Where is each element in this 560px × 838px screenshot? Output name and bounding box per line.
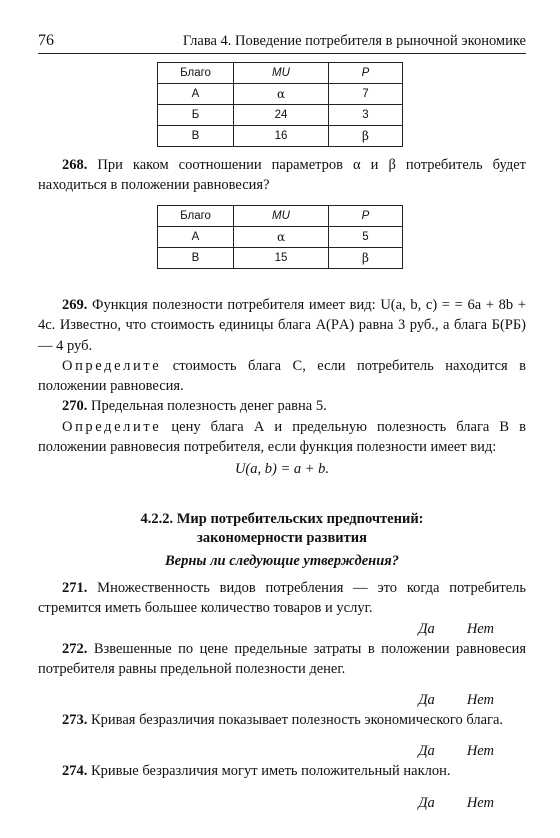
section-title-line: закономерности развития [197,530,367,546]
problems-269-270 [38,295,526,480]
chapter-title: Глава 4. Поведение потребителя в рыночной экономике [182,33,526,49]
section-title [38,510,526,548]
table-cell: 16 [234,126,329,147]
page-number: 76 [38,32,54,49]
problem-text: стоимость блага С, если потребитель находится в положении равновесия. [38,357,527,395]
col-header-mu: MU [234,206,329,227]
answer-no: Нет [466,743,494,760]
section-subheading: Верны ли следующие утверждения? [164,553,399,569]
table-cell: Б [158,105,234,126]
table-cell: 7 [329,84,403,105]
table-cell: В [158,248,234,269]
problem-text: цену блага А и предельную полезность блага В в положении равновесия потребителя, если функция полезности имеет вид: [38,418,526,456]
answer-yes: Да [418,692,435,709]
table-row [158,105,403,126]
spaced-word: Определите [62,357,162,374]
table-cell: 3 [329,105,403,126]
table-row [158,84,403,105]
table-cell: В [158,126,234,147]
problem-text: Функция полезности потребителя имеет вид: U(a, b, c) = = 6a + 8b + 4c. Известно, что стоимость единицы блага А(PА) равна 3 руб., а блага Б(PБ) — 4 руб. [38,297,527,354]
answer-yes: Да [418,743,435,760]
answer-no: Нет [466,620,494,637]
statement-number: 274. [62,763,88,780]
problem-number: 268. [62,157,88,173]
statement-text: Кривая безразличия показывает полезность экономического блага. [91,712,504,729]
statement-item [38,639,526,680]
answer-no: Нет [466,692,494,709]
statement-number: 273. [62,712,88,729]
table-row [158,248,403,269]
problem-number: 269. [62,297,88,313]
answer-options [38,741,526,761]
table-goods-1 [157,62,403,147]
problem-270 [38,396,526,416]
answer-yes: Да [418,794,435,811]
statement-item [38,761,526,781]
section-title-line: 4.2.2. Мир потребительских предпочтений: [140,511,424,527]
answer-options [38,619,526,639]
col-header-price: P [329,63,403,84]
table-cell: 15 [234,248,329,269]
problem-270-task [38,417,526,458]
answer-options [38,793,526,813]
table-cell: 5 [329,227,403,248]
table-header-row [158,63,403,84]
answer-options [38,690,526,710]
table-header-row [158,206,403,227]
statement-text: Множественность видов потребления — это когда потребитель стремится иметь большее количество товаров и услуг. [38,580,527,617]
table-cell: А [158,227,234,248]
col-header-price: P [329,206,403,227]
problem-268 [38,155,526,196]
problem-number: 270. [62,398,88,415]
table-cell: α [234,84,329,105]
table-row [158,126,403,147]
col-header-good: Благо [158,206,234,227]
problem-text: При каком соотношении параметров α и β потребитель будет находиться в положении равновесия? [38,157,526,194]
table-cell: α [234,227,329,248]
problem-269-task [38,356,526,397]
running-header [38,32,526,54]
table-cell: β [329,248,403,269]
statement-number: 272. [62,640,88,657]
problem-269 [38,295,526,356]
table-cell: 24 [234,105,329,126]
col-header-good: Благо [158,63,234,84]
statement-text: Кривые безразличия могут иметь положительный наклон. [91,763,451,780]
statement-item [38,578,526,619]
answer-no: Нет [466,794,494,811]
statement-text: Взвешенные по цене предельные затраты в положении равновесия потребителя равны предельной полезности денег. [38,640,526,677]
problem-text: Предельная полезность денег равна 5. [91,398,327,415]
table-cell: β [329,126,403,147]
utility-formula: U(a, b) = a + b. [234,461,330,478]
answer-yes: Да [418,620,435,637]
table-row [158,227,403,248]
true-false-statements [38,578,526,813]
statement-number: 271. [62,580,88,596]
spaced-word: Определите [62,418,162,435]
table-goods-2 [157,205,403,269]
statement-item [38,710,526,730]
table-cell: А [158,84,234,105]
col-header-mu: MU [234,63,329,84]
